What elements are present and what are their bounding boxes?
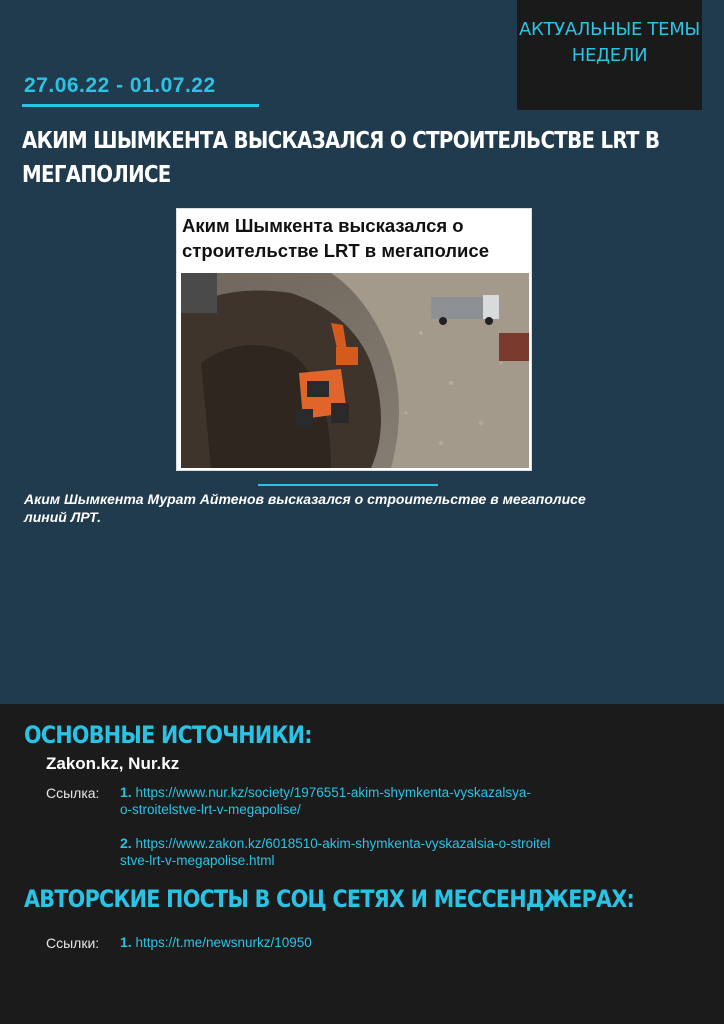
caption-line-1: Аким Шымкента Мурат Айтенов высказался о строительстве в мегаполисе [24,491,586,507]
card-title-line-1: Аким Шымкента высказался о [182,215,464,236]
source-link-2[interactable] [120,835,550,869]
source-link-1[interactable] [120,784,531,818]
excavator-photo [181,273,529,468]
source-link-1-line-1: https://www.nur.kz/society/1976551-akim-shymkenta-vyskazalsya- [135,785,531,800]
date-range: 27.06.22 - 01.07.22 [24,74,216,97]
headline-line-2: МЕГАПОЛИСЕ [22,162,171,188]
author-posts-title: АВТОРСКИЕ ПОСТЫ В СОЦ СЕТЯХ И МЕССЕНДЖЕРАХ: [24,885,635,913]
caption-divider [258,484,438,486]
headline-line-1: АКИМ ШЫМКЕНТА ВЫСКАЗАЛСЯ О СТРОИТЕЛЬСТВЕ LRT В [22,128,660,154]
date-underline [22,104,259,107]
badge-line-2: НЕДЕЛИ [571,45,648,66]
photo-caption [24,490,704,526]
card-title-line-2: строительстве LRT в мегаполисе [182,240,490,261]
source-link-2-line-1: https://www.zakon.kz/6018510-akim-shymkenta-vyskazalsia-o-stroitel [135,836,551,851]
author-post-link-1-number: 1. [120,934,132,950]
author-post-link-1[interactable] [120,934,312,951]
source-link-2-number: 2. [120,835,132,851]
source-link-2-line-2: stve-lrt-v-megapolise.html [120,853,275,868]
badge-line-1: АКТУАЛЬНЫЕ ТЕМЫ [518,19,701,40]
card-title [182,213,532,263]
news-screenshot-card [176,208,532,471]
weekly-topics-badge [517,0,702,110]
source-link-1-number: 1. [120,784,132,800]
author-post-link-1-url: https://t.me/newsnurkz/10950 [135,935,312,950]
source-link-1-line-2: o-stroitelstve-lrt-v-megapolise/ [120,802,301,817]
page-title [22,124,676,192]
caption-line-2: линий ЛРТ. [24,509,102,525]
author-posts-label: Ссылки: [46,935,100,951]
sources-names: Zakon.kz, Nur.kz [46,754,180,773]
sources-title: ОСНОВНЫЕ ИСТОЧНИКИ: [24,721,312,749]
sources-link-label: Ссылка: [46,785,100,801]
